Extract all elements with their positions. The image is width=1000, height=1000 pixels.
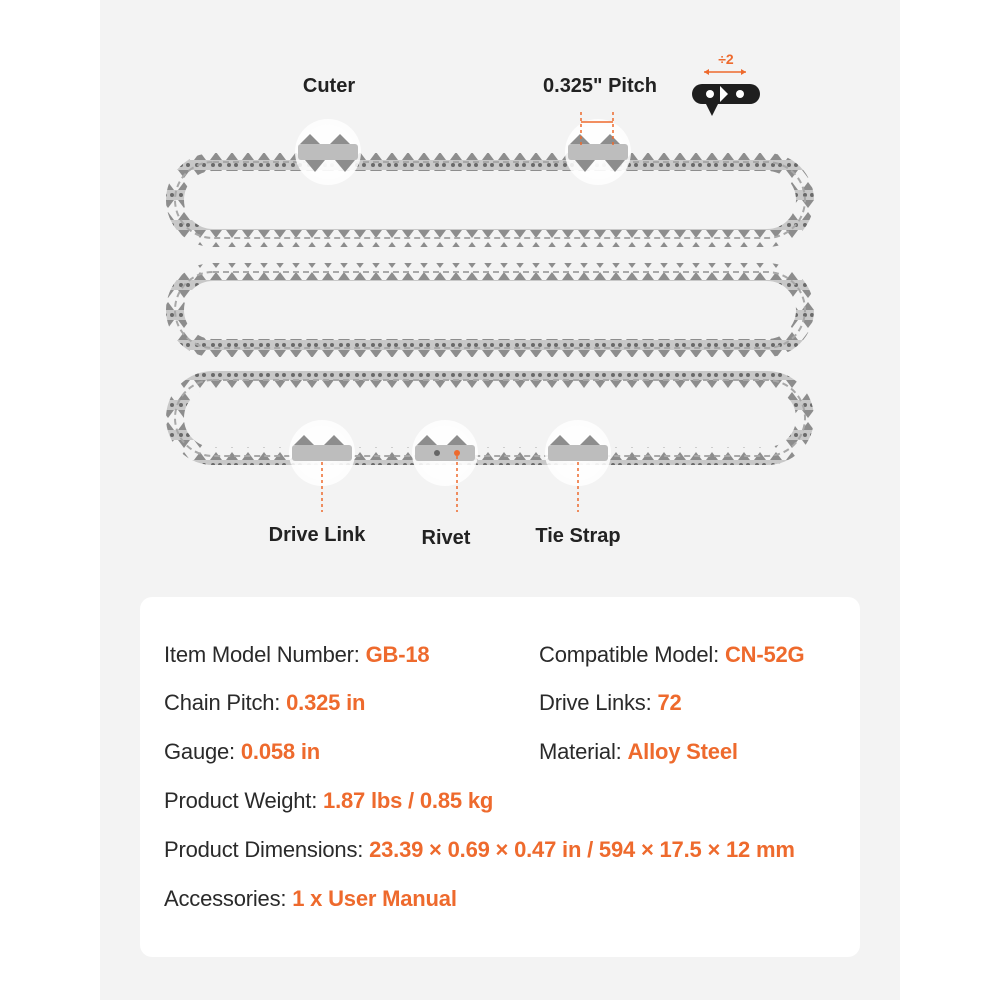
spec-value: CN-52G xyxy=(724,642,805,667)
spec-label: Gauge: xyxy=(164,739,241,764)
chain-loop-1 xyxy=(175,162,805,238)
rivet-label: Rivet xyxy=(421,527,471,549)
spec-weight xyxy=(164,788,493,814)
spec-label: Material: xyxy=(539,739,628,764)
pitch-label: 0.325" Pitch xyxy=(543,75,657,97)
spec-label: Compatible Model: xyxy=(539,642,725,667)
spec-chain-pitch xyxy=(164,690,365,716)
pitch-icon-text: ÷2 xyxy=(718,51,734,67)
cutter-highlight xyxy=(295,119,361,185)
spec-accessories xyxy=(164,886,457,912)
spec-value: 23.39 × 0.69 × 0.47 in / 594 × 17.5 × 12 mm xyxy=(369,837,795,862)
spec-item-model xyxy=(164,642,429,668)
rivet-highlight xyxy=(412,420,478,512)
spec-material xyxy=(539,739,738,765)
spec-dimensions xyxy=(164,837,795,863)
spec-label: Product Dimensions: xyxy=(164,837,370,862)
spec-value: 72 xyxy=(657,690,682,715)
cutter-label: Cuter xyxy=(302,75,356,97)
spec-label: Product Weight: xyxy=(164,788,324,813)
drive-link-highlight xyxy=(289,420,355,512)
chain-pitch-icon xyxy=(688,50,764,126)
chain-loop-3 xyxy=(175,380,805,456)
spec-value: 1.87 lbs / 0.85 kg xyxy=(323,788,494,813)
spec-compatible-model xyxy=(539,642,804,668)
spec-label: Accessories: xyxy=(164,886,293,911)
spec-value: 0.058 in xyxy=(240,739,321,764)
drive-link-label: Drive Link xyxy=(268,524,366,546)
tie-strap-highlight xyxy=(545,420,611,512)
chain-loop-2 xyxy=(175,272,805,348)
tie-strap-label: Tie Strap xyxy=(535,525,621,547)
spec-label: Drive Links: xyxy=(539,690,658,715)
spec-drive-links xyxy=(539,690,682,716)
spec-label: Item Model Number: xyxy=(164,642,366,667)
spec-value: Alloy Steel xyxy=(627,739,738,764)
pitch-highlight xyxy=(565,112,631,185)
spec-value: 1 x User Manual xyxy=(292,886,457,911)
spec-label: Chain Pitch: xyxy=(164,690,287,715)
spec-value: GB-18 xyxy=(365,642,430,667)
spec-value: 0.325 in xyxy=(286,690,366,715)
spec-gauge xyxy=(164,739,320,765)
